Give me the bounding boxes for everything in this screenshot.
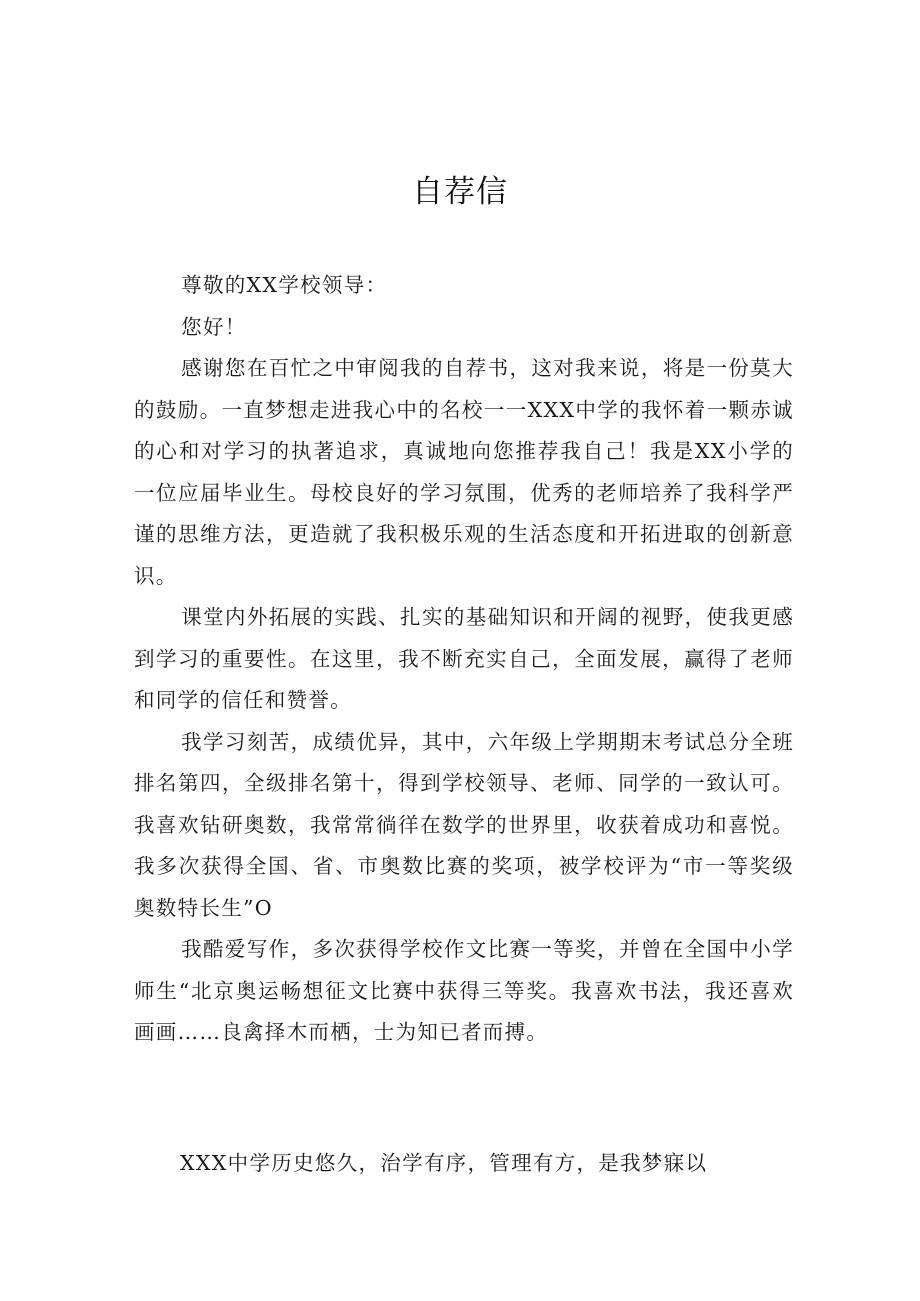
paragraph-writing: 我酷爱写作，多次获得学校作文比赛一等奖，并曾在全国中小学师生“北京奥运畅想征文比赛中获得三等奖。我喜欢书法，我还喜欢画画……良禽择木而栖，士为知已者而搏。 xyxy=(134,937,794,1044)
greeting-line: 您好！ xyxy=(181,314,247,339)
paragraph-practice: 课堂内外拓展的实践、扎实的基础知识和开阔的视野，使我更感到学习的重要性。在这里，我不断充实自己，全面发展，赢得了老师和同学的信任和赞誉。 xyxy=(134,605,794,712)
paragraph-closing-fragment: XXX中学历史悠久，治学有序，管理有方，是我梦寐以 xyxy=(180,1151,708,1175)
paragraph-gratitude: 感谢您在百忙之中审阅我的自荐书，这对我来说，将是一份莫大的鼓励。一直梦想走进我心中的名校一一XXX中学的我怀着一颗赤诚的心和对学习的执著追求，真诚地向您推荐我自己！我是XX小学的一位应届毕业生。母校良好的学习氛围，优秀的老师培养了我科学严谨的思维方法，更造就了我积极乐观的生活态度和开拓进取的创新意识。 xyxy=(134,356,794,588)
letter-body xyxy=(134,265,794,1054)
paragraph-achievements: 我学习刻苦，成绩优异，其中，六年级上学期期末考试总分全班排名第四，全级排名第十，得到学校领导、老师、同学的一致认可。我喜欢钻研奥数，我常常徜徉在数学的世界里，收获着成功和喜悦。我多次获得全国、省、市奥数比赛的奖项，被学校评为“市一等奖级奥数特长生”O xyxy=(134,729,794,920)
page-title: 自荐信 xyxy=(412,174,508,210)
salutation-line: 尊敬的XX学校领导： xyxy=(181,273,388,297)
